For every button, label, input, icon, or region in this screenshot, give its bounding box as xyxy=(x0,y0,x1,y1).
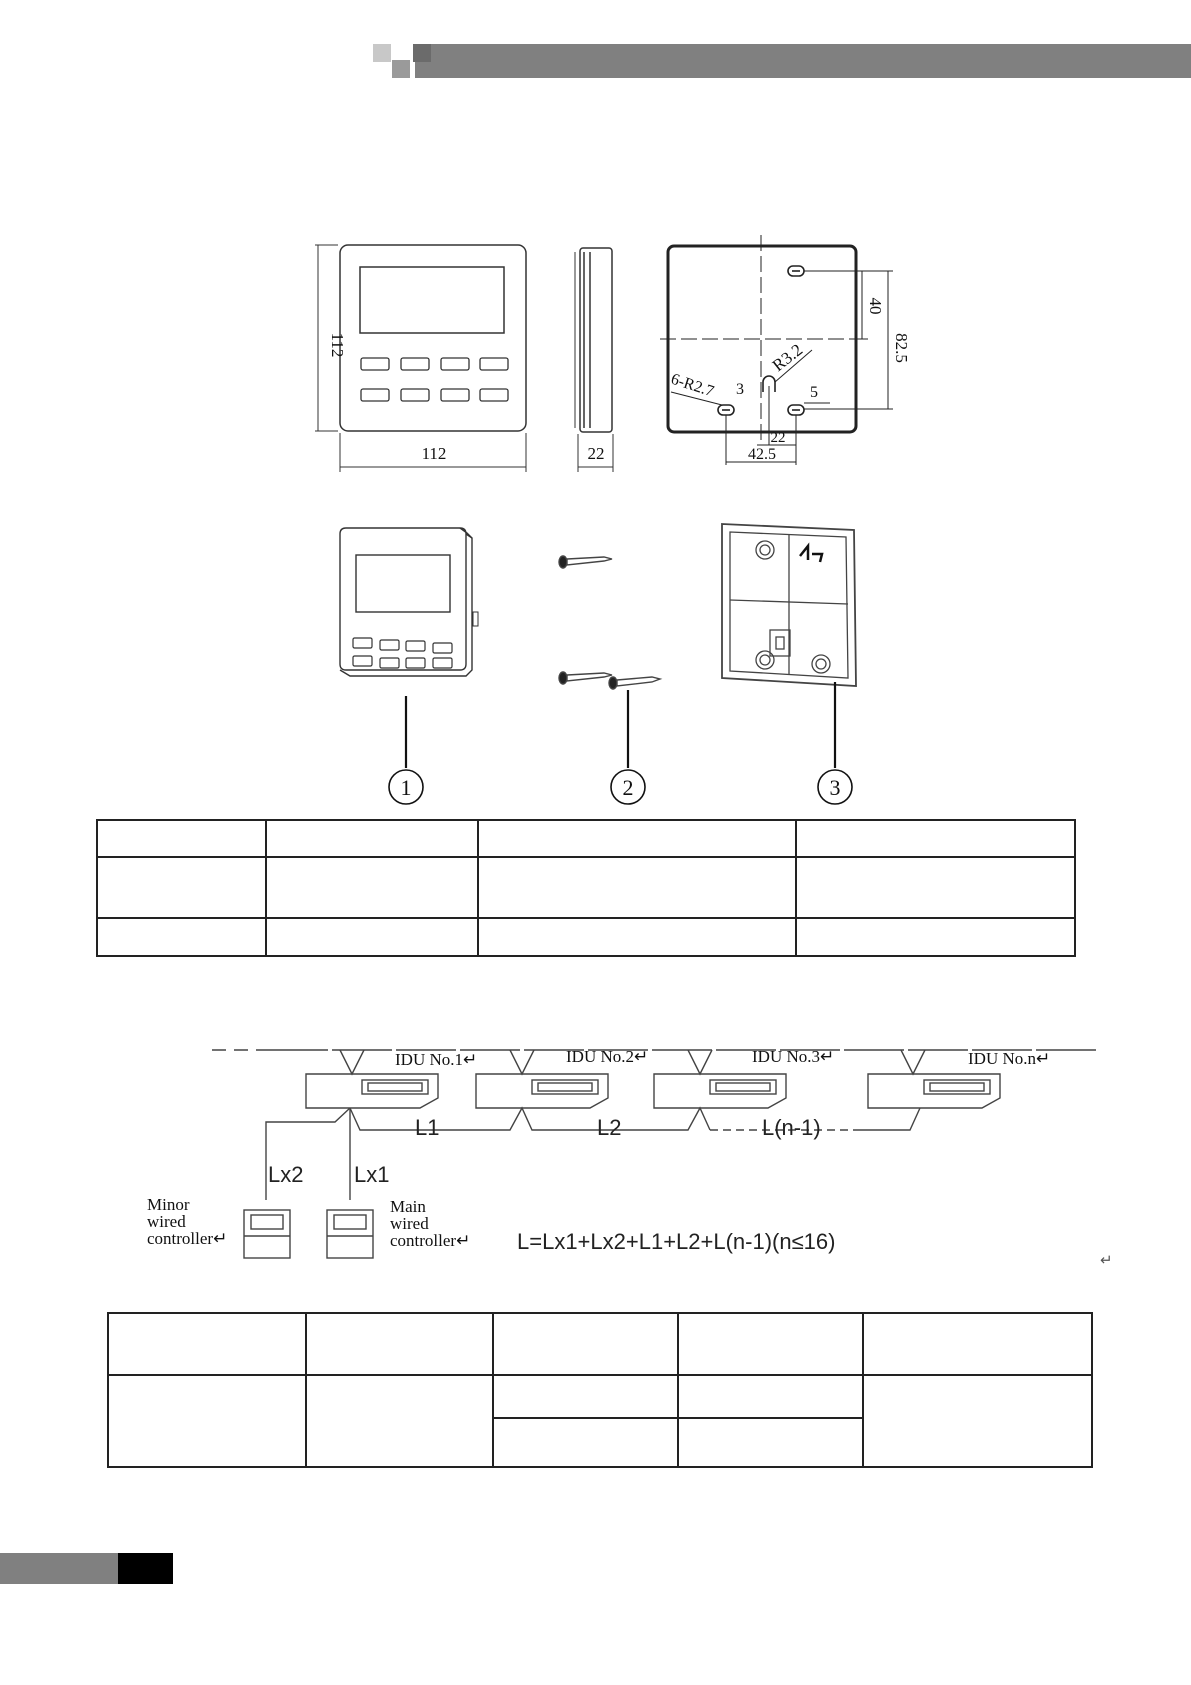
minor-label-3: controller↵ xyxy=(147,1229,228,1248)
l2-label: L2 xyxy=(597,1115,622,1140)
idu-1-label: IDU No.1↵ xyxy=(395,1050,478,1069)
table-row xyxy=(108,1313,1092,1375)
minor-label-1: Minor xyxy=(147,1195,190,1214)
minor-wired-controller xyxy=(244,1210,290,1258)
callout-3: 3 xyxy=(829,775,841,800)
table-cell xyxy=(478,857,796,918)
table-cell xyxy=(478,918,796,956)
table-cell xyxy=(796,918,1075,956)
idu-2-label: IDU No.2↵ xyxy=(566,1047,649,1066)
table-cell xyxy=(306,1375,493,1467)
parts-drawing xyxy=(0,500,1191,810)
callout-2: 2 xyxy=(622,775,634,800)
table-cell xyxy=(266,918,478,956)
idu-n-label: IDU No.n↵ xyxy=(968,1049,1051,1068)
table-cell xyxy=(478,820,796,857)
idu-unit-1 xyxy=(306,1074,438,1108)
wiring-diagram xyxy=(0,1030,1191,1270)
return-mark: ↵ xyxy=(1100,1253,1113,1269)
length-table xyxy=(107,1312,1093,1468)
footer-page-block xyxy=(118,1553,173,1584)
table-cell xyxy=(678,1418,863,1467)
lx2-label: Lx2 xyxy=(268,1162,304,1187)
idu-3-label: IDU No.3↵ xyxy=(752,1047,835,1066)
parts-table xyxy=(96,819,1076,957)
table-row xyxy=(108,1375,1092,1418)
table-row xyxy=(97,857,1075,918)
table-row xyxy=(97,820,1075,857)
callout-1: 1 xyxy=(400,775,412,800)
table-cell xyxy=(306,1313,493,1375)
table-cell xyxy=(266,857,478,918)
table-cell xyxy=(108,1313,306,1375)
table-cell xyxy=(493,1418,678,1467)
back-holes-6-r2-7: 6-R2.7 xyxy=(668,370,716,401)
table-cell xyxy=(678,1313,863,1375)
table-cell xyxy=(678,1375,863,1418)
table-cell xyxy=(796,857,1075,918)
length-formula: L=Lx1+Lx2+L1+L2+L(n-1)(n≤16) xyxy=(517,1229,836,1254)
table-cell xyxy=(493,1313,678,1375)
side-depth-label: 22 xyxy=(587,444,605,463)
back-dim-82-5: 82.5 xyxy=(892,333,911,363)
main-wired-controller xyxy=(327,1210,373,1258)
dimension-drawing xyxy=(0,0,1191,480)
back-dim-22: 22 xyxy=(770,430,786,446)
part-3-back-plate xyxy=(722,524,856,804)
part-1-controller xyxy=(340,528,478,804)
side-view xyxy=(575,248,613,472)
idu-unit-2 xyxy=(476,1074,608,1108)
table-cell xyxy=(796,820,1075,857)
ln1-label: L(n-1) xyxy=(762,1115,821,1140)
main-label-3: controller↵ xyxy=(390,1231,471,1250)
table-cell xyxy=(863,1375,1092,1467)
footer-bar xyxy=(0,1553,118,1584)
table-row xyxy=(97,918,1075,956)
table-cell xyxy=(493,1375,678,1418)
minor-label-2: wired xyxy=(147,1212,186,1231)
front-view xyxy=(315,245,526,472)
table-cell xyxy=(97,820,266,857)
back-radius-r3-2: R3.2 xyxy=(768,340,807,376)
idu-unit-n xyxy=(868,1074,1000,1108)
table-cell xyxy=(266,820,478,857)
back-dim-5: 5 xyxy=(810,384,818,401)
front-height-label: 112 xyxy=(328,332,347,358)
lx1-label: Lx1 xyxy=(354,1162,390,1187)
table-cell xyxy=(863,1313,1092,1375)
front-width-label: 112 xyxy=(421,444,447,463)
table-cell xyxy=(97,857,266,918)
table-cell xyxy=(108,1375,306,1467)
table-cell xyxy=(97,918,266,956)
l1-label: L1 xyxy=(415,1115,440,1140)
back-dim-40: 40 xyxy=(866,297,885,315)
part-2-screws xyxy=(559,556,660,804)
back-dim-42-5: 42.5 xyxy=(748,446,776,463)
idu-unit-3 xyxy=(654,1074,786,1108)
main-label-1: Main xyxy=(390,1197,426,1216)
main-label-2: wired xyxy=(390,1214,429,1233)
back-dim-3: 3 xyxy=(736,381,744,398)
